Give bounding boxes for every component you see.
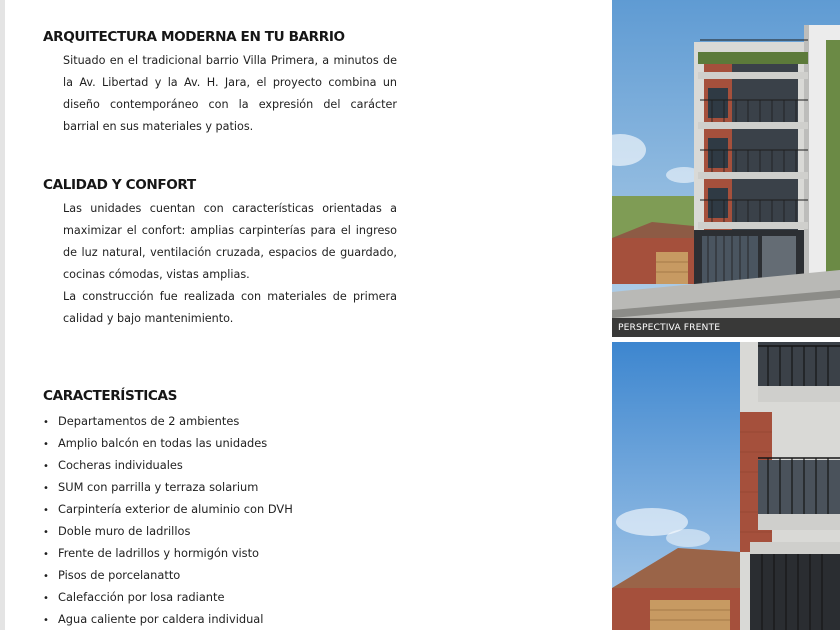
feature-item: [43, 586, 293, 608]
feature-text: Doble muro de ladrillos: [58, 524, 191, 538]
feature-item: [43, 498, 293, 520]
calidad-paragraph-2: La construcción fue realizada con materiales de primera calidad y bajo mantenimiento.: [63, 290, 397, 325]
detail-perspective-render: [612, 342, 840, 630]
feature-item: [43, 542, 293, 564]
calidad-paragraph-1: Las unidades cuentan con características orientadas a maximizar el confort: amplias carpinterías para el ingreso de luz natural, ventilación cruzada, espacios de guardado, cocinas cómodas, vistas amplias.: [63, 202, 397, 281]
feature-text: Frente de ladrillos y hormigón visto: [58, 546, 260, 560]
feature-text: Cocheras individuales: [58, 458, 183, 472]
section-title-calidad: CALIDAD Y CONFORT: [43, 177, 196, 193]
feature-item: [43, 608, 293, 630]
bullet-icon: •: [43, 593, 49, 604]
feature-item: [43, 564, 293, 586]
feature-text: Agua caliente por caldera individual: [58, 612, 264, 626]
section-title-arquitectura: ARQUITECTURA MODERNA EN TU BARRIO: [43, 29, 345, 45]
feature-item: [43, 410, 293, 432]
feature-text: Amplio balcón en todas las unidades: [58, 436, 268, 450]
section-title-caracteristicas: CARACTERÍSTICAS: [43, 388, 177, 404]
feature-text: Pisos de porcelanatto: [58, 568, 181, 582]
feature-item: [43, 454, 293, 476]
bullet-icon: •: [43, 571, 49, 582]
bullet-icon: •: [43, 461, 49, 472]
feature-item: [43, 476, 293, 498]
feature-item: [43, 432, 293, 454]
bullet-icon: •: [43, 549, 49, 560]
arquitectura-paragraph: Situado en el tradicional barrio Villa Primera, a minutos de la Av. Libertad y la Av. H. Jara, el proyecto combina un diseño contemporáneo con la expresión del carácter barrial en sus materiales y patios.: [63, 54, 397, 133]
feature-text: Carpintería exterior de aluminio con DVH: [58, 502, 293, 516]
bullet-icon: •: [43, 505, 49, 516]
feature-text: Calefacción por losa radiante: [58, 590, 225, 604]
feature-item: [43, 520, 293, 542]
bullet-icon: •: [43, 417, 49, 428]
bullet-icon: •: [43, 439, 49, 450]
features-list: [43, 410, 293, 630]
bullet-icon: •: [43, 527, 49, 538]
page-left-edge: [0, 0, 5, 630]
bullet-icon: •: [43, 483, 49, 494]
bullet-icon: •: [43, 615, 49, 626]
feature-text: Departamentos de 2 ambientes: [58, 414, 240, 428]
front-perspective-caption: PERSPECTIVA FRENTE: [618, 322, 721, 333]
feature-text: SUM con parrilla y terraza solarium: [58, 480, 259, 494]
front-perspective-render: [612, 0, 840, 337]
